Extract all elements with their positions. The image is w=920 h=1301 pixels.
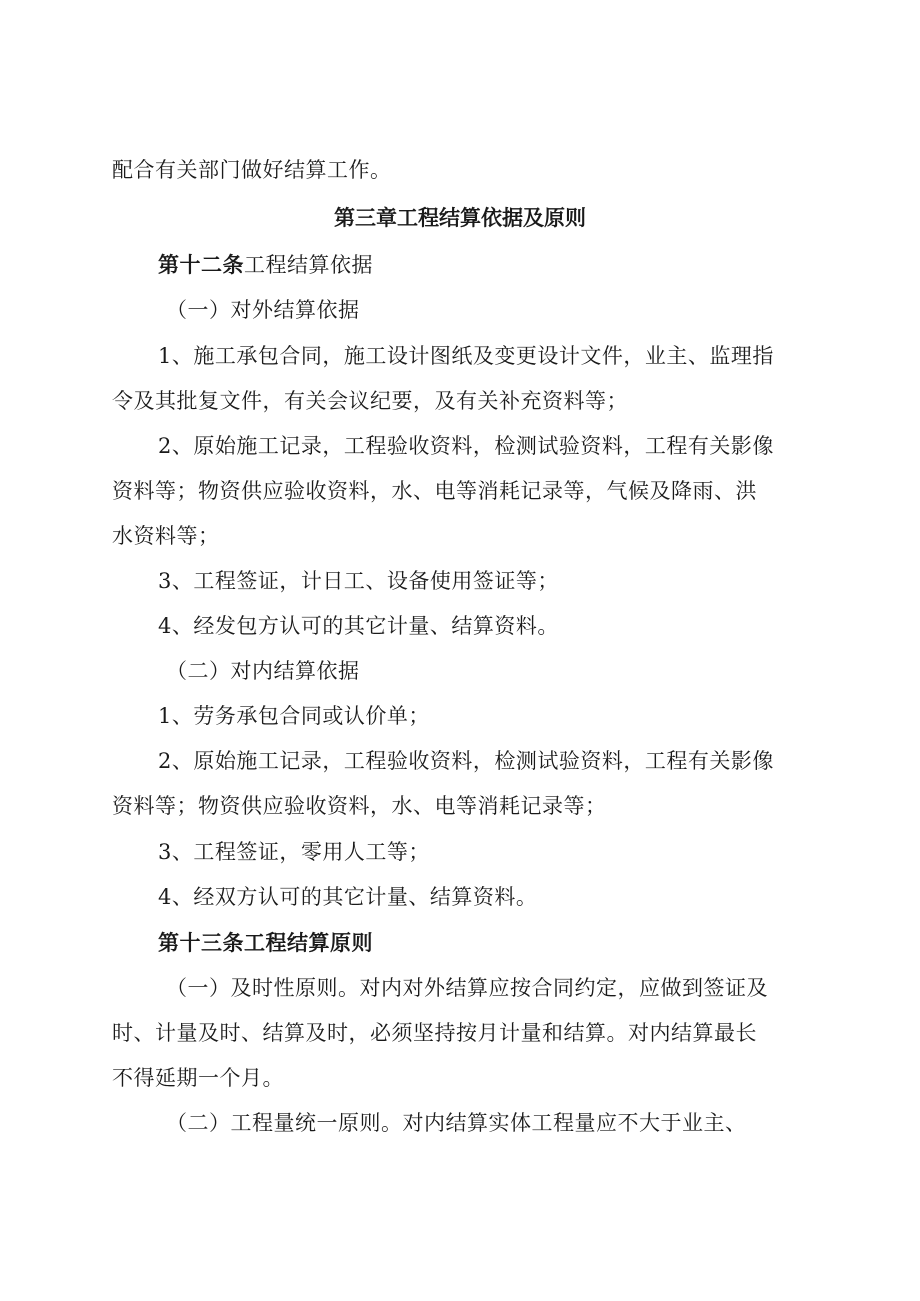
internal-item-3: 3、工程签证，零用人工等；: [158, 840, 430, 864]
external-item-2-line-3: 水资料等；: [112, 524, 220, 548]
external-item-1-line-2: 令及其批复文件，有关会议纪要，及有关补充资料等；: [112, 389, 628, 413]
principle-1-line-2: 时、计量及时、结算及时，必须坚持按月计量和结算。对内结算最长: [112, 1021, 757, 1045]
principle-1-line-3: 不得延期一个月。: [112, 1066, 284, 1090]
article-12-label: 第十二条: [158, 253, 244, 277]
internal-item-2-line-1: 2、原始施工记录，工程验收资料，检测试验资料，工程有关影像: [158, 749, 774, 773]
external-basis-heading: （一）对外结算依据: [166, 298, 360, 322]
internal-item-4: 4、经双方认可的其它计量、结算资料。: [158, 885, 538, 909]
external-item-2-line-1: 2、原始施工记录，工程验收资料，检测试验资料，工程有关影像: [158, 434, 774, 458]
internal-item-2-line-2: 资料等；物资供应验收资料，水、电等消耗记录等；: [112, 794, 607, 818]
internal-item-1: 1、劳务承包合同或认价单；: [158, 704, 430, 728]
chapter-title: 第三章工程结算依据及原则: [334, 206, 586, 230]
external-item-2-line-2: 资料等；物资供应验收资料，水、电等消耗记录等，气候及降雨、洪: [112, 479, 757, 503]
article-12-title: 工程结算依据: [244, 253, 373, 277]
external-item-1-line-1: 1、施工承包合同，施工设计图纸及变更设计文件，业主、监理指: [158, 344, 774, 368]
external-item-4: 4、经发包方认可的其它计量、结算资料。: [158, 614, 559, 638]
principle-2-line-1: （二）工程量统一原则。对内结算实体工程量应不大于业主、: [166, 1111, 747, 1135]
continuation-text: 配合有关部门做好结算工作。: [112, 158, 392, 182]
internal-basis-heading: （二）对内结算依据: [166, 659, 360, 683]
principle-1-line-1: （一）及时性原则。对内对外结算应按合同约定，应做到签证及: [166, 976, 768, 1000]
external-item-3: 3、工程签证，计日工、设备使用签证等；: [158, 569, 559, 593]
article-12-heading: [158, 250, 373, 280]
article-13-heading: 第十三条工程结算原则: [158, 931, 373, 955]
